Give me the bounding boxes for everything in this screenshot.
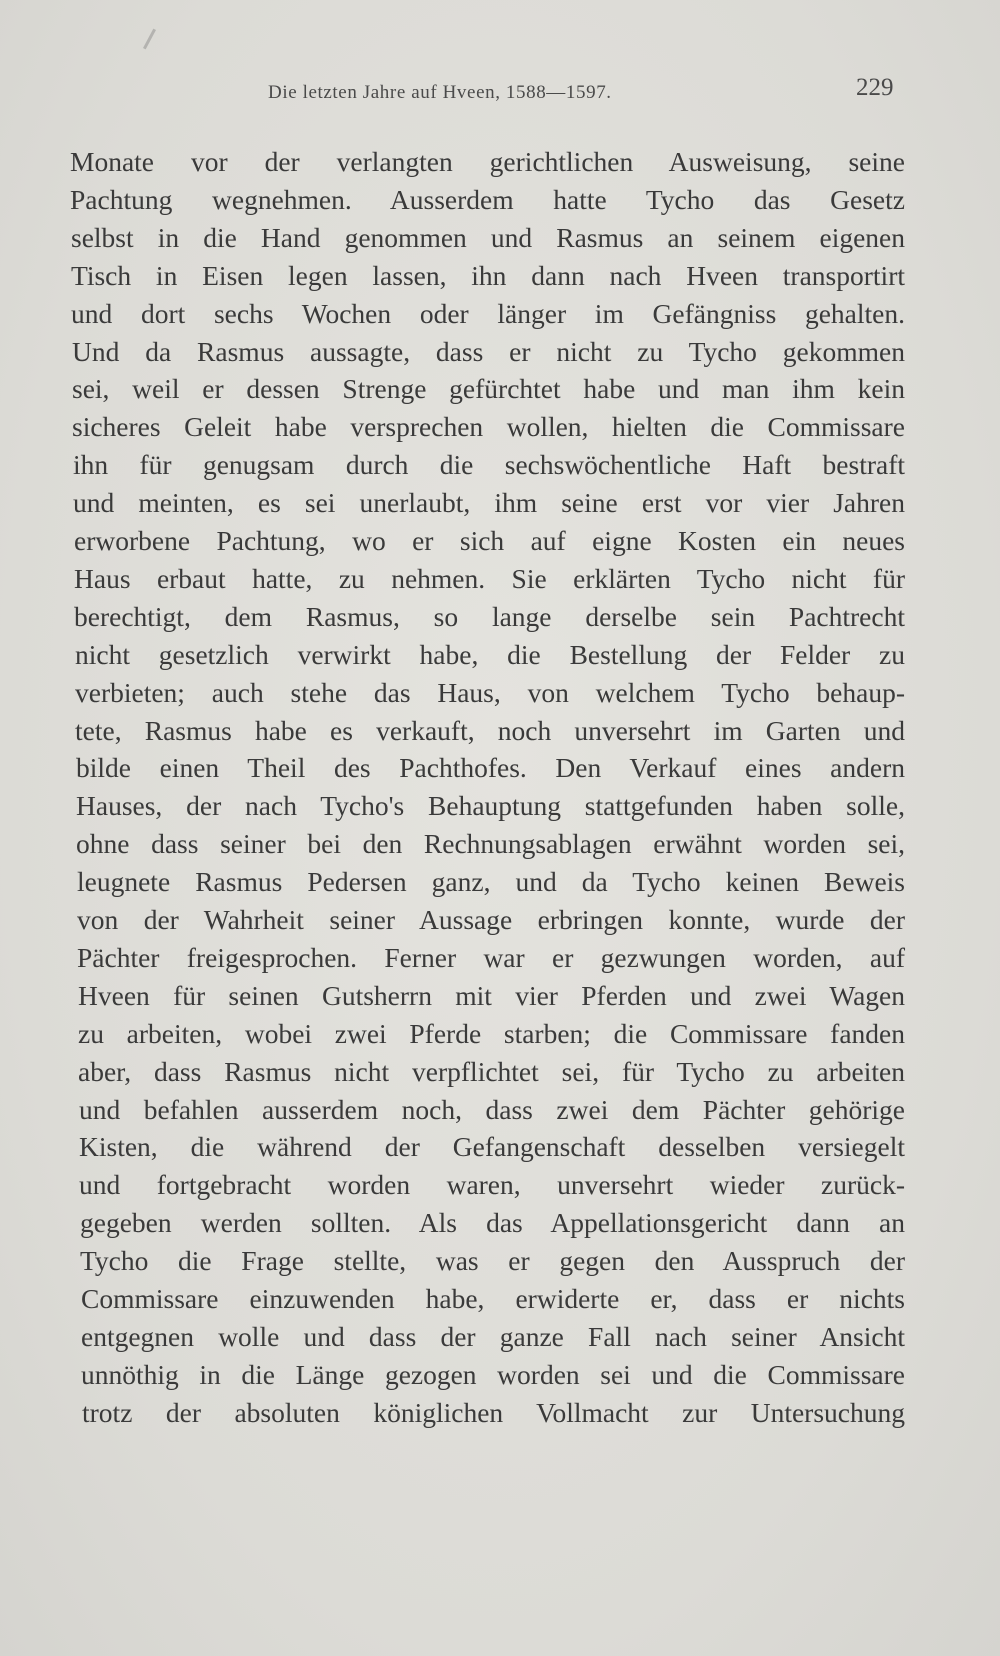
text-line: verbieten; auch stehe das Haus, von welchem Tycho behaup-: [75, 676, 905, 708]
text-line: von der Wahrheit seiner Aussage erbringen konnte, wurde der: [77, 904, 905, 935]
text-line: Commissare einzuwenden habe, erwiderte er, dass er nichts: [81, 1283, 905, 1314]
text-line: Pachtung wegnehmen. Ausserdem hatte Tycho das Gesetz: [70, 183, 905, 215]
running-title: Die letzten Jahre auf Hveen, 1588—1597.: [268, 82, 612, 103]
text-line: und befahlen ausserdem noch, dass zwei dem Pächter gehörige: [79, 1093, 905, 1125]
text-line: und dort sechs Wochen oder länger im Gefängniss gehalten.: [71, 297, 905, 329]
text-line: ohne dass seiner bei den Rechnungsablagen erwähnt worden sei,: [76, 828, 905, 860]
text-line: sei, weil er dessen Strenge gefürchtet habe und man ihm kein: [72, 373, 905, 405]
text-line: erworbene Pachtung, wo er sich auf eigne Kosten ein neues: [74, 525, 905, 556]
text-line: ihn für genugsam durch die sechswöchentliche Haft bestraft: [73, 449, 905, 481]
text-line: und meinten, es sei unerlaubt, ihm seine erst vor vier Jahren: [73, 487, 905, 519]
text-line: und fortgebracht worden waren, unversehrt wieder zurück-: [79, 1169, 905, 1201]
text-line: nicht gesetzlich verwirkt habe, die Bestellung der Felder zu: [75, 638, 905, 670]
text-line: Und da Rasmus aussagte, dass er nicht zu Tycho gekommen: [72, 335, 905, 367]
text-line: unnöthig in die Länge gezogen worden sei und die Commissare: [81, 1358, 905, 1390]
text-line: Haus erbaut hatte, zu nehmen. Sie erklärten Tycho nicht für: [74, 562, 905, 594]
text-line: aber, dass Rasmus nicht verpflichtet sei, für Tycho zu arbeiten: [78, 1055, 905, 1087]
text-line: berechtigt, dem Rasmus, so lange derselbe sein Pachtrecht: [74, 600, 905, 632]
text-line: entgegnen wolle und dass der ganze Fall nach seiner Ansicht: [81, 1320, 905, 1352]
text-line: sicheres Geleit habe versprechen wollen, hielten die Commissare: [72, 411, 905, 443]
text-line: Hauses, der nach Tycho's Behauptung stattgefunden haben solle,: [76, 790, 905, 822]
text-line: bilde einen Theil des Pachthofes. Den Verkauf eines andern: [76, 752, 905, 784]
text-line: Tisch in Eisen legen lassen, ihn dann nach Hveen transportirt: [71, 259, 905, 291]
text-line: selbst in die Hand genommen und Rasmus an seinem eigenen: [71, 221, 905, 253]
text-line: gegeben werden sollten. Als das Appellationsgericht dann an: [80, 1207, 905, 1239]
text-line: tete, Rasmus habe es verkauft, noch unversehrt im Garten und: [75, 714, 905, 746]
text-line: zu arbeiten, wobei zwei Pferde starben; die Commissare fanden: [78, 1017, 905, 1049]
pencil-mark: [143, 29, 156, 50]
text-line: Tycho die Frage stellte, was er gegen den Ausspruch der: [80, 1245, 905, 1277]
text-line: Pächter freigesprochen. Ferner war er gezwungen worden, auf: [77, 941, 905, 973]
text-line: leugnete Rasmus Pedersen ganz, und da Tycho keinen Beweis: [77, 866, 905, 898]
text-line: Kisten, die während der Gefangenschaft desselben versiegelt: [79, 1131, 905, 1163]
text-line: Monate vor der verlangten gerichtlichen Ausweisung, seine: [70, 146, 905, 177]
text-line: Hveen für seinen Gutsherrn mit vier Pferden und zwei Wagen: [78, 979, 905, 1011]
page-number: 229: [856, 74, 894, 101]
text-line: trotz der absoluten königlichen Vollmacht zur Untersuchung: [82, 1396, 905, 1428]
